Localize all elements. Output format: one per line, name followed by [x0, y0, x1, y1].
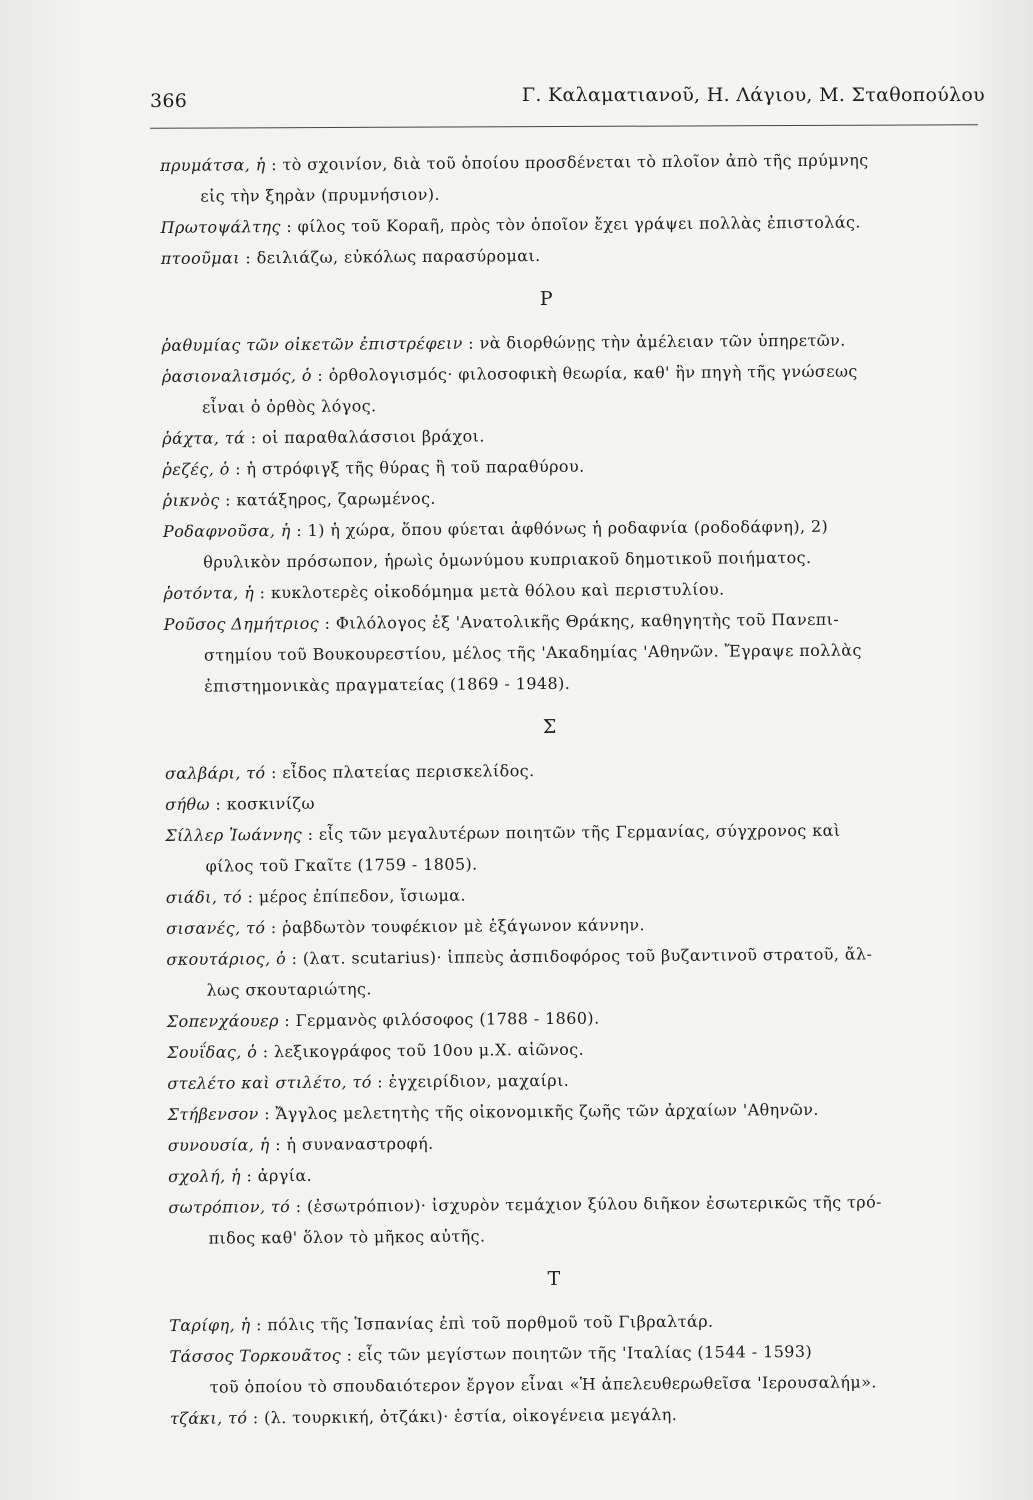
entry-term: σχολή, ἡ: [167, 1166, 242, 1186]
entry-separator: :: [290, 520, 308, 540]
glossary-entry: [166, 937, 1006, 1006]
entry-term: ῥασιοναλισμός, ὁ: [161, 365, 312, 386]
header-rule: [150, 124, 978, 129]
entry-definition-line: στημίου τοῦ Βουκουρεστίου, μέλος τῆς 'Ακαδημίας 'Αθηνῶν. Ἔγραψε πολλὰς: [203, 640, 862, 665]
entry-term: πρυμάτσα, ἡ: [160, 155, 266, 175]
glossary-section-r: [161, 275, 1004, 702]
glossary-section-p: [160, 143, 1001, 274]
glossary-entry: [170, 1396, 1010, 1434]
entry-term: τζάκι, τό: [169, 1408, 248, 1428]
entry-separator: :: [250, 1315, 268, 1335]
entry-definition-line: ἡ συναναστροφή.: [286, 1133, 434, 1155]
entry-term: Πρωτοψάλτης: [160, 217, 281, 237]
entry-definition-line: εἶδος πλατείας περισκελίδος.: [282, 761, 535, 783]
entry-separator: :: [278, 1010, 296, 1031]
entry-separator: :: [319, 613, 336, 633]
entry-definition-line: κυκλοτερὲς οἰκοδόμημα μετὰ θόλου καὶ περιστυλίου.: [270, 579, 725, 603]
glossary-body: [160, 143, 1010, 1434]
entry-term: Στήβενσον: [167, 1104, 259, 1124]
entry-term: στελέτο καὶ στιλέτο, τό: [167, 1072, 372, 1093]
glossary-entry: [164, 602, 1005, 702]
entry-definition-line: (λατ. scutarius)· ἱππεὺς ἀσπιδοφόρος τοῦ βυζαντινοῦ στρατοῦ, ἄλ-: [302, 944, 873, 968]
entry-separator: :: [241, 887, 259, 907]
entry-term: σιάδι, τό: [165, 887, 243, 907]
section-letter: Ρ: [539, 287, 553, 311]
entry-separator: :: [311, 365, 329, 385]
entry-definition-line: (λ. τουρκική, ὀτζάκι)· ἑστία, οἰκογένεια μεγάλη.: [264, 1404, 678, 1428]
entry-separator: :: [265, 155, 283, 175]
entry-definition-line: ἡ στρόφιγξ τῆς θύρας ἢ τοῦ παραθύρου.: [246, 456, 585, 479]
page-header: [150, 84, 985, 120]
entry-term: σωτρόπιον, τό: [168, 1197, 291, 1217]
entry-term: σισανές, τό: [166, 918, 266, 938]
entry-separator: :: [285, 948, 303, 969]
entry-separator: :: [257, 1042, 275, 1062]
entry-definition-line: ἐγχειρίδιον, μαχαίρι.: [388, 1070, 570, 1092]
entry-separator: :: [290, 1196, 308, 1217]
glossary-entry: [162, 354, 1002, 423]
entry-definition-line: πιδος καθ' ὅλον τὸ μῆκος αὐτῆς.: [208, 1226, 486, 1248]
entry-definition-line: Γερμανὸς φιλόσοφος (1788 - 1860).: [295, 1008, 600, 1030]
entry-term: Τάσσος Τορκουᾶτος: [169, 1345, 342, 1366]
entry-definition-line: πόλις τῆς Ἱσπανίας ἐπὶ τοῦ πορθμοῦ τοῦ Γιβραλτάρ.: [267, 1311, 714, 1335]
entry-separator: :: [258, 1104, 276, 1124]
entry-separator: :: [239, 248, 257, 268]
entry-term: ῥαθυμίας τῶν οἰκετῶν ἐπιστρέφειν: [161, 333, 463, 355]
entry-definition-line: νὰ διορθώνῃς τὴν ἀμέλειαν τῶν ὑπηρετῶν.: [479, 330, 846, 353]
glossary-entry: [163, 509, 1003, 578]
glossary-entry: [161, 236, 1001, 274]
entry-separator: :: [371, 1072, 389, 1092]
entry-separator: :: [462, 333, 480, 353]
section-letter: Τ: [547, 1267, 561, 1290]
entry-term: Σίλλερ Ἰωάννης: [165, 824, 303, 845]
entry-term: Ροῦσος Δημήτριος: [163, 613, 320, 634]
entry-definition-line: 1) ἡ χώρα, ὅπου φύεται ἀφθόνως ἡ ροδαφνία (ροδοδάφνη), 2): [307, 516, 829, 540]
entry-definition-line: τοῦ ὁποίου τὸ σπουδαιότερον ἔργον εἶναι «Ἡ ἀπελευθερωθεῖσα 'Ιερουσαλήμ».: [209, 1372, 877, 1397]
entry-definition-line: δειλιάζω, εὐκόλως παρασύρομαι.: [256, 246, 541, 268]
entry-definition-line: Φιλόλογος ἐξ 'Ανατολικῆς Θράκης, καθηγητὴς τοῦ Πανεπι-: [335, 609, 840, 633]
entry-definition-line: εἷς τῶν μεγίστων ποιητῶν τῆς 'Ιταλίας (1544 - 1593): [357, 1341, 813, 1365]
entry-separator: :: [209, 794, 227, 814]
glossary-section-s: [164, 703, 1008, 1254]
glossary-entry: [160, 143, 1000, 212]
entry-separator: :: [280, 216, 298, 237]
entry-definition-line: λεξικογράφος τοῦ 10ου μ.Χ. αἰῶνος.: [273, 1039, 585, 1062]
entry-term: σαλβάρι, τό: [164, 763, 266, 783]
entry-definition-line: εἰς τὴν ξηρὰν (πρυμνήσιον).: [200, 184, 441, 206]
entry-definition-line: κατάξηρος, ζαρωμένος.: [236, 488, 436, 510]
entry-term: συνουσία, ἡ: [167, 1135, 270, 1155]
entry-term: Ροδαφνοῦσα, ἡ: [162, 520, 291, 541]
glossary-section-t: [169, 1255, 1010, 1434]
entry-definition-line: (ἐσωτρόπιον)· ἰσχυρὸν τεμάχιον ξύλου διῆκον ἐσωτερικῶς τῆς τρό-: [306, 1192, 882, 1216]
entry-term: ῥεζές, ὁ: [162, 459, 230, 479]
glossary-entry: [168, 1185, 1008, 1254]
entry-definition-line: εἶναι ὁ ὀρθὸς λόγος.: [201, 396, 377, 417]
entry-separator: :: [302, 824, 319, 844]
glossary-entry: [169, 1334, 1009, 1403]
entry-term: σήθω: [165, 794, 211, 814]
entry-definition-line: Ἄγγλος μελετητὴς τῆς οἰκονομικῆς ζωῆς τῶν ἀρχαίων 'Αθηνῶν.: [275, 1099, 819, 1124]
entry-term: πτοοῦμαι: [160, 248, 240, 268]
entry-separator: :: [254, 583, 271, 603]
entry-term: Σουΐδας, ὁ: [167, 1042, 258, 1062]
entry-term: Σοπενχάουερ: [166, 1011, 279, 1031]
entry-definition-line: θρυλικὸν πρόσωπον, ἡρωὶς ὁμωνύμου κυπριακοῦ δημοτικοῦ ποιήματος.: [203, 547, 812, 572]
entry-separator: :: [341, 1345, 358, 1365]
page-number: 366: [150, 90, 188, 112]
entry-definition-line: φίλος τοῦ Γκαῖτε (1759 - 1805).: [205, 854, 478, 876]
entry-term: ῥικνὸς: [162, 490, 220, 510]
entry-definition-line: ὀρθολογισμός· φιλοσοφικὴ θεωρία, καθ' ἣν πηγὴ τῆς γνώσεως: [328, 361, 858, 385]
entry-term: Ταρίφη, ἡ: [169, 1315, 251, 1335]
entry-definition-line: ἐπιστημονικὰς πραγματείας (1869 - 1948).: [204, 673, 571, 696]
glossary-entry: [165, 813, 1005, 882]
entry-separator: :: [269, 1135, 287, 1155]
entry-definition-line: τὸ σχοινίον, διὰ τοῦ ὁποίου προσδένεται τὸ πλοῖον ἀπὸ τῆς πρύμνης: [282, 150, 869, 175]
entry-separator: :: [247, 1408, 265, 1428]
running-head: Γ. Καλαματιανοῦ, Η. Λάγιου, Μ. Σταθοπούλου: [521, 84, 985, 106]
entry-separator: :: [265, 918, 283, 938]
entry-definition-line: λως σκουταριώτης.: [206, 979, 372, 1000]
entry-separator: :: [229, 459, 247, 479]
entry-definition-line: ἀργία.: [257, 1165, 313, 1186]
entry-separator: :: [219, 490, 237, 510]
entry-definition-line: οἱ παραθαλάσσιοι βράχοι.: [261, 426, 485, 448]
entry-definition-line: εἷς τῶν μεγαλυτέρων ποιητῶν τῆς Γερμανίας, σύγχρονος καὶ: [318, 820, 841, 844]
entry-separator: :: [245, 428, 263, 448]
entry-definition-line: ῥαβδωτὸν τουφέκιον μὲ ἑξάγωνον κάννην.: [282, 915, 645, 938]
entry-term: ῥοτόντα, ἡ: [163, 583, 255, 603]
entry-term: σκουτάριος, ὁ: [166, 949, 287, 969]
entry-definition-line: μέρος ἐπίπεδον, ἴσιωμα.: [258, 885, 466, 907]
entry-separator: :: [265, 763, 283, 783]
entry-term: ῥάχτα, τά: [162, 428, 246, 448]
section-letter: Σ: [542, 715, 557, 739]
entry-definition-line: κοσκινίζω: [226, 793, 315, 814]
entry-separator: :: [240, 1166, 258, 1186]
entry-definition-line: φίλος τοῦ Κοραῆ, πρὸς τὸν ὁποῖον ἔχει γράψει πολλὰς ἐπιστολάς.: [297, 212, 861, 236]
